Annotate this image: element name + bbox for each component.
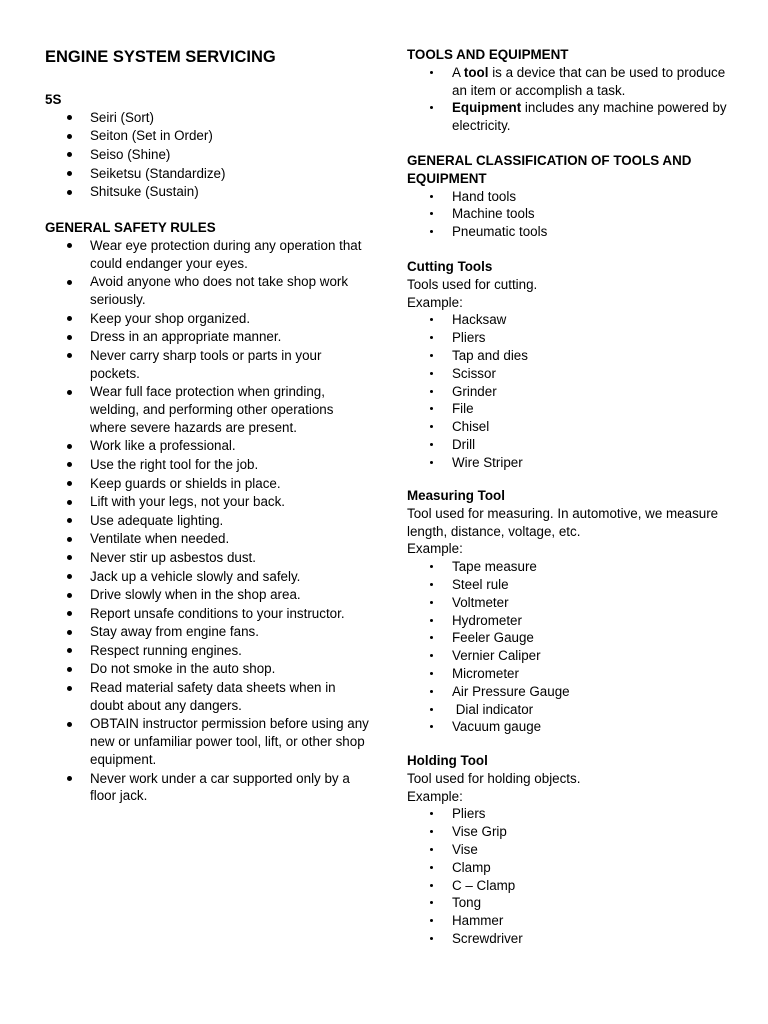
list-item: Avoid anyone who does not take shop work seriously. (45, 273, 370, 309)
measuring-tool-list (407, 558, 742, 736)
cutting-tools-list (407, 311, 742, 471)
holding-tool-list (407, 805, 742, 947)
cutting-tools-section (407, 258, 742, 472)
tool-term: tool (463, 64, 489, 80)
list-item: Drive slowly when in the shop area. (45, 586, 370, 604)
measuring-tool-heading: Measuring Tool (407, 488, 505, 503)
list-item: Hacksaw (407, 311, 742, 329)
list-item: Respect running engines. (45, 642, 370, 660)
list-item: Micrometer (407, 665, 742, 683)
list-item: Machine tools (407, 205, 742, 223)
list-item: Stay away from engine fans. (45, 623, 370, 641)
list-item: C – Clamp (407, 877, 742, 895)
tools-equipment-list (407, 64, 742, 135)
list-item: Hand tools (407, 188, 742, 206)
list-item: Do not smoke in the auto shop. (45, 660, 370, 678)
five-s-heading: 5S (45, 92, 62, 107)
list-item: Seiton (Set in Order) (45, 127, 370, 145)
classification-heading: GENERAL CLASSIFICATION OF TOOLS AND EQUIPMENT (407, 153, 692, 186)
list-item: Pliers (407, 805, 742, 823)
safety-rules-heading: GENERAL SAFETY RULES (45, 220, 216, 235)
list-item: Never carry sharp tools or parts in your pockets. (45, 347, 370, 383)
document-title: ENGINE SYSTEM SERVICING (45, 48, 276, 66)
list-item: Hydrometer (407, 612, 742, 630)
list-item: Never stir up asbestos dust. (45, 549, 370, 567)
five-s-list (45, 109, 370, 201)
list-item: File (407, 400, 742, 418)
list-item: Keep your shop organized. (45, 310, 370, 328)
list-item: Chisel (407, 418, 742, 436)
list-item: Seiso (Shine) (45, 146, 370, 164)
list-item: Tape measure (407, 558, 742, 576)
list-item: Steel rule (407, 576, 742, 594)
safety-rules-section (45, 219, 370, 806)
list-item: Wear full face protection when grinding, welding, and performing other operations where severe hazards are present. (45, 383, 370, 436)
list-item: Seiketsu (Standardize) (45, 165, 370, 183)
measuring-tool-description: Tool used for measuring. In automotive, we measure length, distance, voltage, etc. (407, 505, 719, 539)
list-item: Shitsuke (Sustain) (45, 183, 370, 201)
tool-definition (407, 64, 742, 100)
holding-tool-section (407, 752, 742, 948)
list-item: Voltmeter (407, 594, 742, 612)
tool-def-rest: is a device that can be used to produce an item or accomplish a task. (452, 64, 726, 98)
equipment-term: Equipment (452, 100, 522, 116)
list-item: Dress in an appropriate manner. (45, 328, 370, 346)
cutting-tools-heading: Cutting Tools (407, 259, 493, 274)
cutting-tools-example-label: Example: (407, 294, 463, 310)
list-item: Clamp (407, 859, 742, 877)
list-item: Pliers (407, 329, 742, 347)
safety-rules-list (45, 237, 370, 805)
measuring-tool-example-label: Example: (407, 541, 463, 557)
list-item: Screwdriver (407, 930, 742, 948)
list-item: Drill (407, 436, 742, 454)
equipment-def-rest: includes any machine powered by electricity. (452, 100, 727, 134)
classification-list (407, 188, 742, 241)
list-item: Scissor (407, 365, 742, 383)
holding-tool-heading: Holding Tool (407, 753, 488, 768)
list-item: Ventilate when needed. (45, 530, 370, 548)
list-item: Grinder (407, 383, 742, 401)
list-item: Read material safety data sheets when in doubt about any dangers. (45, 679, 370, 715)
cutting-tools-description: Tools used for cutting. (407, 276, 538, 292)
tools-equipment-section (407, 46, 742, 135)
list-item: Jack up a vehicle slowly and safely. (45, 568, 370, 586)
list-item: Lift with your legs, not your back. (45, 493, 370, 511)
list-item: Vacuum gauge (407, 718, 742, 736)
list-item: Tong (407, 894, 742, 912)
tools-equipment-heading: TOOLS AND EQUIPMENT (407, 47, 569, 62)
list-item: Vise (407, 841, 742, 859)
list-item: Never work under a car supported only by a floor jack. (45, 770, 370, 806)
list-item: Feeler Gauge (407, 629, 742, 647)
list-item: Pneumatic tools (407, 223, 742, 241)
list-item: Use adequate lighting. (45, 512, 370, 530)
list-item: Wear eye protection during any operation that could endanger your eyes. (45, 237, 370, 273)
list-item: Work like a professional. (45, 437, 370, 455)
five-s-section (45, 91, 370, 202)
list-item: Report unsafe conditions to your instructor. (45, 605, 370, 623)
list-item: OBTAIN instructor permission before using any new or unfamiliar power tool, lift, or other shop equipment. (45, 715, 370, 768)
measuring-tool-section (407, 487, 742, 736)
holding-tool-example-label: Example: (407, 788, 463, 804)
list-item: Dial indicator (407, 701, 742, 719)
list-item: Tap and dies (407, 347, 742, 365)
tool-def-prefix: A (452, 64, 464, 80)
list-item: Keep guards or shields in place. (45, 475, 370, 493)
holding-tool-description: Tool used for holding objects. (407, 770, 581, 786)
list-item: Hammer (407, 912, 742, 930)
list-item: Vise Grip (407, 823, 742, 841)
list-item: Wire Striper (407, 454, 742, 472)
list-item: Seiri (Sort) (45, 109, 370, 127)
classification-section (407, 152, 742, 241)
equipment-definition (407, 99, 742, 135)
list-item: Vernier Caliper (407, 647, 742, 665)
list-item: Air Pressure Gauge (407, 683, 742, 701)
list-item: Use the right tool for the job. (45, 456, 370, 474)
